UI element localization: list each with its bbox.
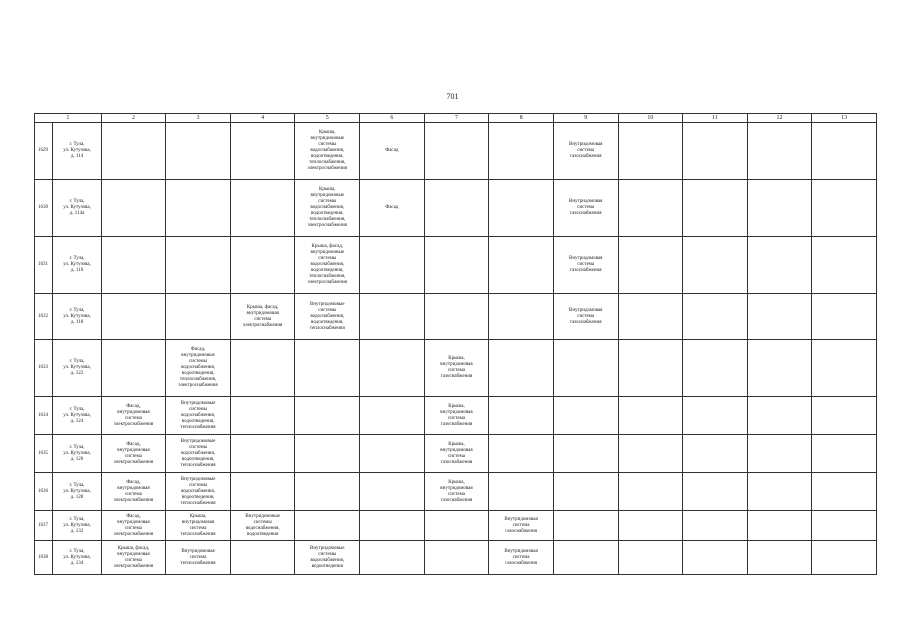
cell-col-7: Крыша, внутридомовая система газоснабжения (424, 473, 489, 511)
cell-col-3: Внутридомовые системы водоснабжения, водоотведения, теплоснабжения (166, 435, 231, 473)
row-number: 1632 (35, 294, 53, 340)
cell-col-2: Крыша, фасад, внутридомовая система электроснабжения (101, 541, 166, 575)
cell-col-8 (489, 435, 554, 473)
row-number: 1635 (35, 435, 53, 473)
cell-col-3 (166, 180, 231, 237)
cell-col-2: Фасад, внутридомовая система электроснабжения (101, 473, 166, 511)
cell-col-6 (360, 237, 425, 294)
cell-col-3: Внутридомовые системы водоснабжения, водоотведения, теплоснабжения (166, 473, 231, 511)
cell-col-4 (230, 541, 295, 575)
cell-col-3: Внутридомовые системы водоснабжения, водоотведения, теплоснабжения (166, 397, 231, 435)
row-address: г. Тула, ул. Кутузова, д. 114 (53, 123, 101, 180)
cell-col-5: Крыша, фасад, внутридомовые системы водоснабжения, водоотведения, теплоснабжения, электроснабжения (295, 237, 360, 294)
column-header: 2 (101, 114, 166, 123)
cell-col-7: Крыша, внутридомовая система газоснабжения (424, 435, 489, 473)
cell-col-8 (489, 237, 554, 294)
cell-col-6 (360, 397, 425, 435)
page-number: 701 (446, 92, 459, 101)
column-header: 9 (553, 114, 618, 123)
cell-col-9: Внутридомовая система газоснабжения (553, 123, 618, 180)
cell-col-7: Крыша, внутридомовая система газоснабжения (424, 340, 489, 397)
column-header: 3 (166, 114, 231, 123)
column-header: 10 (618, 114, 683, 123)
row-number: 1637 (35, 511, 53, 541)
cell-col-12 (747, 511, 812, 541)
cell-col-13 (812, 123, 877, 180)
table-row (35, 123, 877, 180)
cell-col-2: Фасад, внутридомовая система электроснабжения (101, 397, 166, 435)
cell-col-5 (295, 340, 360, 397)
cell-col-12 (747, 435, 812, 473)
row-number: 1633 (35, 340, 53, 397)
cell-col-6 (360, 511, 425, 541)
cell-col-2 (101, 123, 166, 180)
cell-col-11 (683, 123, 748, 180)
cell-col-13 (812, 237, 877, 294)
cell-col-11 (683, 340, 748, 397)
cell-col-4 (230, 397, 295, 435)
row-number: 1634 (35, 397, 53, 435)
column-header: 11 (683, 114, 748, 123)
column-header: 5 (295, 114, 360, 123)
cell-col-4: Крыша, фасад, внутридомовая система электроснабжения (230, 294, 295, 340)
cell-col-4 (230, 435, 295, 473)
row-address: г. Тула, ул. Кутузова, д. 132 (53, 511, 101, 541)
cell-col-6 (360, 541, 425, 575)
table-row (35, 473, 877, 511)
table-body (35, 123, 877, 575)
column-header: 12 (747, 114, 812, 123)
table-row (35, 180, 877, 237)
row-number: 1631 (35, 237, 53, 294)
cell-col-10 (618, 340, 683, 397)
table-row (35, 397, 877, 435)
cell-col-11 (683, 180, 748, 237)
cell-col-11 (683, 541, 748, 575)
cell-col-9 (553, 511, 618, 541)
row-address: г. Тула, ул. Кутузова, д. 126 (53, 435, 101, 473)
row-address: г. Тула, ул. Кутузова, д. 116 (53, 237, 101, 294)
cell-col-2 (101, 237, 166, 294)
repair-schedule-table (34, 113, 877, 575)
cell-col-7 (424, 294, 489, 340)
cell-col-7 (424, 180, 489, 237)
row-number: 1629 (35, 123, 53, 180)
row-address: г. Тула, ул. Кутузова, д. 114а (53, 180, 101, 237)
cell-col-13 (812, 435, 877, 473)
cell-col-2 (101, 294, 166, 340)
cell-col-7 (424, 541, 489, 575)
cell-col-9: Внутридомовая система газоснабжения (553, 294, 618, 340)
cell-col-11 (683, 294, 748, 340)
cell-col-10 (618, 435, 683, 473)
cell-col-12 (747, 473, 812, 511)
cell-col-11 (683, 435, 748, 473)
cell-col-5: Крыша, внутридомовые системы водоснабжения, водоотведения, теплоснабжения, электроснабжения (295, 123, 360, 180)
column-header-row (35, 114, 877, 123)
column-header: 8 (489, 114, 554, 123)
cell-col-6: Фасад (360, 180, 425, 237)
cell-col-10 (618, 511, 683, 541)
cell-col-4 (230, 180, 295, 237)
cell-col-7 (424, 123, 489, 180)
cell-col-5: Внутридомовые системы водоснабжения, водоотведения, теплоснабжения (295, 294, 360, 340)
cell-col-9 (553, 473, 618, 511)
cell-col-2 (101, 340, 166, 397)
cell-col-8 (489, 397, 554, 435)
cell-col-8 (489, 340, 554, 397)
cell-col-11 (683, 511, 748, 541)
cell-col-9 (553, 435, 618, 473)
cell-col-11 (683, 473, 748, 511)
cell-col-13 (812, 294, 877, 340)
cell-col-8: Внутридомовая система газоснабжения (489, 511, 554, 541)
cell-col-4 (230, 237, 295, 294)
cell-col-12 (747, 397, 812, 435)
cell-col-13 (812, 340, 877, 397)
cell-col-4 (230, 340, 295, 397)
cell-col-3: Фасад, внутридомовые системы водоснабжения, водоотведения, теплоснабжения, электроснабжения (166, 340, 231, 397)
row-address: г. Тула, ул. Кутузова, д. 124 (53, 397, 101, 435)
cell-col-12 (747, 340, 812, 397)
cell-col-6 (360, 473, 425, 511)
table-row (35, 435, 877, 473)
cell-col-13 (812, 397, 877, 435)
cell-col-9 (553, 340, 618, 397)
cell-col-10 (618, 237, 683, 294)
row-number: 1638 (35, 541, 53, 575)
cell-col-12 (747, 294, 812, 340)
cell-col-9: Внутридомовая система газоснабжения (553, 237, 618, 294)
row-number: 1636 (35, 473, 53, 511)
cell-col-5 (295, 511, 360, 541)
column-header: 6 (360, 114, 425, 123)
cell-col-7 (424, 237, 489, 294)
cell-col-8 (489, 473, 554, 511)
column-header: 7 (424, 114, 489, 123)
cell-col-10 (618, 180, 683, 237)
cell-col-12 (747, 180, 812, 237)
table-row (35, 340, 877, 397)
row-address: г. Тула, ул. Кутузова, д. 134 (53, 541, 101, 575)
row-number: 1630 (35, 180, 53, 237)
cell-col-11 (683, 237, 748, 294)
cell-col-9: Внутридомовая система газоснабжения (553, 180, 618, 237)
cell-col-7: Крыша, внутридомовая система газоснабжения (424, 397, 489, 435)
cell-col-7 (424, 511, 489, 541)
cell-col-8 (489, 294, 554, 340)
cell-col-13 (812, 541, 877, 575)
cell-col-9 (553, 541, 618, 575)
cell-col-2 (101, 180, 166, 237)
cell-col-10 (618, 294, 683, 340)
cell-col-10 (618, 473, 683, 511)
cell-col-3 (166, 294, 231, 340)
cell-col-3 (166, 237, 231, 294)
cell-col-12 (747, 541, 812, 575)
row-address: г. Тула, ул. Кутузова, д. 128 (53, 473, 101, 511)
cell-col-10 (618, 397, 683, 435)
cell-col-10 (618, 123, 683, 180)
column-header: 4 (230, 114, 295, 123)
cell-col-12 (747, 123, 812, 180)
table-row (35, 541, 877, 575)
row-address: г. Тула, ул. Кутузова, д. 122 (53, 340, 101, 397)
cell-col-6: Фасад (360, 123, 425, 180)
cell-col-2: Фасад, внутридомовая система электроснабжения (101, 511, 166, 541)
cell-col-5 (295, 473, 360, 511)
cell-col-12 (747, 237, 812, 294)
cell-col-13 (812, 473, 877, 511)
cell-col-6 (360, 294, 425, 340)
cell-col-5 (295, 397, 360, 435)
cell-col-5 (295, 435, 360, 473)
cell-col-4 (230, 473, 295, 511)
cell-col-6 (360, 435, 425, 473)
cell-col-3 (166, 123, 231, 180)
cell-col-11 (683, 397, 748, 435)
cell-col-10 (618, 541, 683, 575)
cell-col-8: Внутридомовая система газоснабжения (489, 541, 554, 575)
cell-col-13 (812, 511, 877, 541)
cell-col-13 (812, 180, 877, 237)
table-row (35, 511, 877, 541)
cell-col-8 (489, 123, 554, 180)
cell-col-3: Внутридомовая система теплоснабжения (166, 541, 231, 575)
cell-col-2: Фасад, внутридомовая система электроснабжения (101, 435, 166, 473)
table-row (35, 294, 877, 340)
cell-col-6 (360, 340, 425, 397)
column-header: 1 (35, 114, 102, 123)
cell-col-4 (230, 123, 295, 180)
cell-col-4: Внутридомовые системы водоснабжения, водоотведения (230, 511, 295, 541)
column-header: 13 (812, 114, 877, 123)
table-row (35, 237, 877, 294)
row-address: г. Тула, ул. Кутузова, д. 118 (53, 294, 101, 340)
cell-col-5: Крыша, внутридомовые системы водоснабжения, водоотведения, теплоснабжения, электроснабжения (295, 180, 360, 237)
cell-col-9 (553, 397, 618, 435)
cell-col-5: Внутридомовые системы водоснабжения, водоотведения (295, 541, 360, 575)
cell-col-3: Крыша, внутридомовая система теплоснабжения (166, 511, 231, 541)
cell-col-8 (489, 180, 554, 237)
